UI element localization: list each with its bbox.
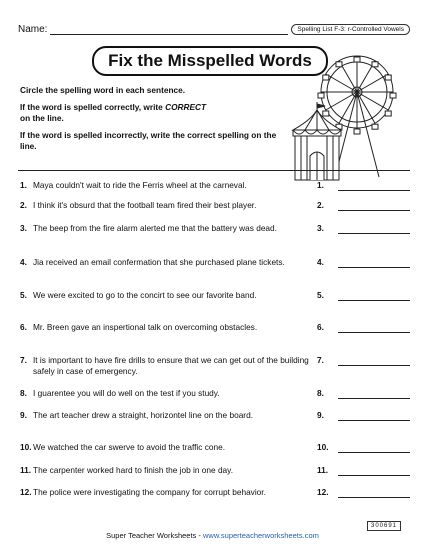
question-number: 5. xyxy=(20,290,27,300)
question-number: 1. xyxy=(20,180,27,190)
question-number: 11. xyxy=(20,465,32,475)
question-number: 12. xyxy=(20,487,32,497)
question-text[interactable]: Maya couldn't wait to ride the Ferris wheel at the carneval. xyxy=(33,180,247,190)
instruction-2 xyxy=(20,102,285,124)
answer-line[interactable] xyxy=(338,267,410,268)
question-text[interactable]: I think it's obsurd that the football team fired their best player. xyxy=(33,200,257,210)
question-number: 3. xyxy=(20,223,27,233)
answer-line[interactable] xyxy=(338,190,410,191)
instruction-3: If the word is spelled incorrectly, write the correct spelling on the line. xyxy=(20,130,277,151)
question-number: 2. xyxy=(20,200,27,210)
answer-line[interactable] xyxy=(338,365,410,366)
answer-number: 6. xyxy=(317,322,324,332)
question-number: 9. xyxy=(20,410,27,420)
instruction-2-emphasis: CORRECT xyxy=(165,102,207,112)
question-number: 10. xyxy=(20,442,32,452)
question-text[interactable]: We were excited to go to the concirt to see our favorite band. xyxy=(33,290,257,300)
answer-number: 5. xyxy=(317,290,324,300)
answer-number: 7. xyxy=(317,355,324,365)
footer-url[interactable]: www.superteacherworksheets.com xyxy=(202,531,319,540)
instruction-1: Circle the spelling word in each sentence. xyxy=(20,85,186,95)
question-text[interactable]: Mr. Breen gave an inspertional talk on overcoming obstacles. xyxy=(33,322,258,332)
question-text[interactable]: I guarentee you will do well on the test if you study. xyxy=(33,388,220,398)
answer-number: 3. xyxy=(317,223,324,233)
answer-number: 11. xyxy=(317,465,329,475)
section-divider xyxy=(18,170,410,171)
answer-line[interactable] xyxy=(338,475,410,476)
question-number: 4. xyxy=(20,257,27,267)
question-text[interactable]: We watched the car swerve to avoid the traffic cone. xyxy=(33,442,226,452)
page-title: Fix the Misspelled Words xyxy=(108,51,312,70)
answer-line[interactable] xyxy=(338,398,410,399)
question-text[interactable]: The beep from the fire alarm alerted me that the battery was dead. xyxy=(33,223,277,233)
answer-number: 1. xyxy=(317,180,324,190)
question-number: 8. xyxy=(20,388,27,398)
answer-number: 2. xyxy=(317,200,324,210)
instruction-2-suffix: on the line. xyxy=(20,113,64,123)
footer-separator: - xyxy=(196,531,203,540)
worksheet-code: 300691 xyxy=(367,521,401,531)
footer-brand: Super Teacher Worksheets xyxy=(106,531,197,540)
question-text[interactable]: The police were investigating the company for corrupt behavior. xyxy=(33,487,266,497)
question-text[interactable]: The art teacher drew a straight, horizontel line on the board. xyxy=(33,410,253,420)
question-number: 6. xyxy=(20,322,27,332)
question-text[interactable]: It is important to have fire drills to ensure that we can get out of the building safely in case of emergency. xyxy=(33,355,309,376)
answer-number: 4. xyxy=(317,257,324,267)
name-line[interactable] xyxy=(50,34,288,35)
answer-number: 8. xyxy=(317,388,324,398)
answer-line[interactable] xyxy=(338,210,410,211)
answer-line[interactable] xyxy=(338,300,410,301)
answer-number: 10. xyxy=(317,442,329,452)
ferris-wheel-circus-tent-illustration xyxy=(285,52,410,187)
question-text[interactable]: The carpenter worked hard to finish the job in one day. xyxy=(33,465,234,475)
question-number: 7. xyxy=(20,355,27,365)
answer-line[interactable] xyxy=(338,420,410,421)
question-text[interactable]: Jia received an email confermation that she purchased plane tickets. xyxy=(33,257,285,267)
header-row xyxy=(18,22,410,38)
answer-number: 12. xyxy=(317,487,329,497)
answer-line[interactable] xyxy=(338,452,410,453)
circus-tent-icon xyxy=(293,102,341,180)
name-label: Name: xyxy=(18,24,48,35)
list-badge: Spelling List F-3: r-Controlled Vowels xyxy=(291,24,410,35)
answer-line[interactable] xyxy=(338,233,410,234)
instructions xyxy=(20,85,285,158)
answer-line[interactable] xyxy=(338,332,410,333)
answer-line[interactable] xyxy=(338,497,410,498)
instruction-2-prefix: If the word is spelled correctly, write xyxy=(20,102,166,112)
answer-number: 9. xyxy=(317,410,324,420)
footer xyxy=(0,531,425,540)
